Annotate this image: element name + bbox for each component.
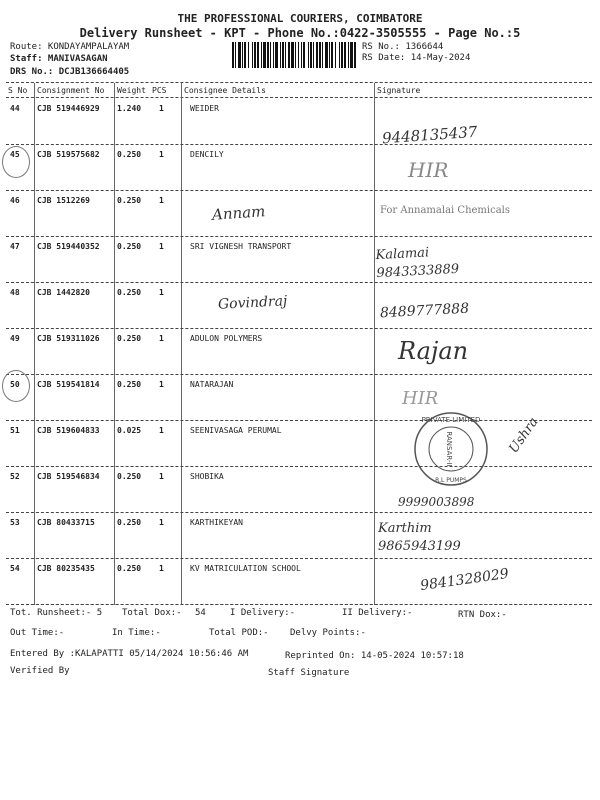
barcode-bar [325,42,328,68]
svg-text:RANSAR-II: RANSAR-II [445,431,453,467]
header-divider-top [6,82,592,83]
row-consignment-no: CJB 519541814 [37,380,100,389]
barcode-bar [298,42,299,68]
row-weight: 0.250 [117,150,142,159]
signature-54: 9841328029 [419,565,510,595]
barcode-bar [291,42,294,68]
i-delivery: I Delivery:- [230,608,296,618]
company-stamp [412,410,490,488]
signature-44: 9448135437 [381,122,478,148]
barcode-bar [341,42,343,68]
signature-48: 8489777888 [379,300,470,322]
barcode-bar [232,42,234,68]
row-consignment-no: CJB 1442820 [37,288,90,297]
row-divider [6,420,592,421]
barcode-bar [270,42,271,68]
row-sno: 44 [10,104,20,113]
barcode-bar [354,42,356,68]
barcode-bar [339,42,340,68]
barcode [232,42,356,68]
header-divider-bottom [6,97,592,98]
barcode-bar [273,42,274,68]
row-pcs: 1 [159,242,164,251]
row-consignee: ADULON POLYMERS [190,334,263,343]
row-weight: 0.025 [117,426,142,435]
barcode-bar [344,42,346,68]
row-divider [6,190,592,191]
col-line-4 [374,83,375,605]
row-50-circle-mark [2,370,30,402]
barcode-bar [319,42,321,68]
row-pcs: 1 [159,104,164,113]
barcode-bar [301,42,302,68]
rs-number: RS No.: 1366644 [362,42,444,52]
total-dox-value: 54 [195,608,206,618]
row-sno: 52 [10,472,20,481]
signature-51: Ushra [506,414,542,457]
col-consignment: Consignment No [37,86,105,95]
row-pcs: 1 [159,564,164,573]
row-consignment-no: CJB 519446929 [37,104,100,113]
svg-text:R.L PUMPS: R.L PUMPS [435,477,467,484]
row-weight: 0.250 [117,242,142,251]
row-weight: 1.240 [117,104,142,113]
row-consignee: SRI VIGNESH TRANSPORT [190,242,292,251]
ii-delivery: II Delivery:- [342,608,413,618]
tot-runsheet: Tot. Runsheet:- 5 [10,608,103,618]
row-consignment-no: CJB 519311026 [37,334,100,343]
signature-47: Kalamai 9843333889 [375,245,460,282]
row-pcs: 1 [159,288,164,297]
row-pcs: 1 [159,380,164,389]
handwritten-note-48: Govindraj [217,293,288,313]
row-consignee: KARTHIKEYAN [190,518,243,527]
delvy-points: Delvy Points:- [290,628,366,638]
signature-46-stamp: For Annamalai Chemicals [380,205,510,216]
barcode-bar [242,42,243,68]
signature-49: Rajan [398,337,469,365]
row-consignee: DENCILY [190,150,224,159]
barcode-bar [254,42,256,68]
row-consignee: NATARAJAN [190,380,234,389]
barcode-bar [295,42,296,68]
barcode-bar [275,42,278,68]
row-divider [6,374,592,375]
col-pcs: PCS [152,86,167,95]
staff-label: Staff: MANIVASAGAN [10,54,108,64]
col-sno: S No [8,86,28,95]
row-divider [6,144,592,145]
row-sno: 49 [10,334,20,343]
barcode-bar [238,42,241,68]
total-pod: Total POD:- [209,628,269,638]
row-weight: 0.250 [117,518,142,527]
signature-45: HIR [408,158,449,182]
row-sno: 50 [10,380,20,389]
row-divider [6,236,592,237]
barcode-bar [263,42,266,68]
row-divider [6,512,592,513]
barcode-bar [282,42,284,68]
row-weight: 0.250 [117,472,142,481]
signature-52: 9999003898 [398,495,475,509]
barcode-bar [348,42,349,68]
barcode-bar [248,42,249,68]
row-divider [6,466,592,467]
row-sno: 54 [10,564,20,573]
row-consignment-no: CJB 1512269 [37,196,90,205]
barcode-bar [288,42,290,68]
total-dox-label: Total Dox:- [122,608,182,618]
barcode-bar [303,42,305,68]
barcode-bar [252,42,253,68]
barcode-bar [313,42,314,68]
barcode-bar [308,42,309,68]
col-consignee: Consignee Details [184,86,266,95]
row-weight: 0.250 [117,564,142,573]
barcode-bar [280,42,281,68]
company-name: THE PROFESSIONAL COURIERS, COIMBATORE [177,12,423,25]
barcode-bar [310,42,312,68]
verified-by: Verified By [10,666,70,676]
row-sno: 46 [10,196,20,205]
row-sno: 47 [10,242,20,251]
barcode-bar [267,42,269,68]
row-consignment-no: CJB 519604833 [37,426,100,435]
out-time: Out Time:- [10,628,65,638]
barcode-bar [244,42,246,68]
footer-divider [6,604,592,605]
svg-text:PRIVATE LIMITED: PRIVATE LIMITED [421,416,481,424]
col-signature: Signature [377,86,421,95]
barcode-bar [335,42,336,68]
signature-53: Karthim 9865943199 [378,521,461,554]
row-45-circle-mark [2,146,30,178]
in-time: In Time:- [112,628,161,638]
col-line-1 [34,83,35,605]
row-sno: 51 [10,426,20,435]
row-sno: 45 [10,150,20,159]
row-pcs: 1 [159,472,164,481]
row-weight: 0.250 [117,196,142,205]
barcode-bar [329,42,330,68]
row-consignment-no: CJB 519575682 [37,150,100,159]
row-divider [6,558,592,559]
row-sno: 53 [10,518,20,527]
row-pcs: 1 [159,518,164,527]
row-consignee: KV MATRICULATION SCHOOL [190,564,301,573]
row-consignment-no: CJB 80235435 [37,564,95,573]
row-weight: 0.250 [117,380,142,389]
signature-50: HIR [402,388,439,409]
row-consignee: WEIDER [190,104,219,113]
barcode-bar [322,42,323,68]
col-line-3 [181,83,182,605]
row-weight: 0.250 [117,288,142,297]
barcode-bar [257,42,259,68]
row-weight: 0.250 [117,334,142,343]
barcode-bar [350,42,353,68]
rtn-dox: RTN Dox:- [458,610,507,620]
row-pcs: 1 [159,334,164,343]
row-consignee: SHOBIKA [190,472,224,481]
row-divider [6,282,592,283]
handwritten-note-46: Annam [211,202,266,224]
runsheet-title: Delivery Runsheet - KPT - Phone No.:0422-3505555 - Page No.:5 [79,26,521,40]
entered-by: Entered By :KALAPATTI 05/14/2024 10:56:46 AM [10,649,249,659]
rs-date: RS Date: 14-May-2024 [362,53,471,63]
reprinted-on: Reprinted On: 14-05-2024 10:57:18 [285,651,464,661]
row-divider [6,328,592,329]
drs-number: DRS No.: DCJB136664405 [10,67,130,77]
barcode-bar [331,42,333,68]
col-line-2 [114,83,115,605]
row-consignee: SEENIVASAGA PERUMAL [190,426,282,435]
row-consignment-no: CJB 519546834 [37,472,100,481]
row-sno: 48 [10,288,20,297]
col-weight: Weight [117,86,146,95]
row-consignment-no: CJB 519440352 [37,242,100,251]
barcode-bar [261,42,262,68]
row-pcs: 1 [159,426,164,435]
barcode-bar [235,42,236,68]
row-pcs: 1 [159,196,164,205]
barcode-bar [316,42,318,68]
row-pcs: 1 [159,150,164,159]
staff-signature: Staff Signature [268,668,350,678]
barcode-bar [285,42,286,68]
row-consignment-no: CJB 80433715 [37,518,95,527]
route-label: Route: KONDAYAMPALAYAM [10,42,130,52]
